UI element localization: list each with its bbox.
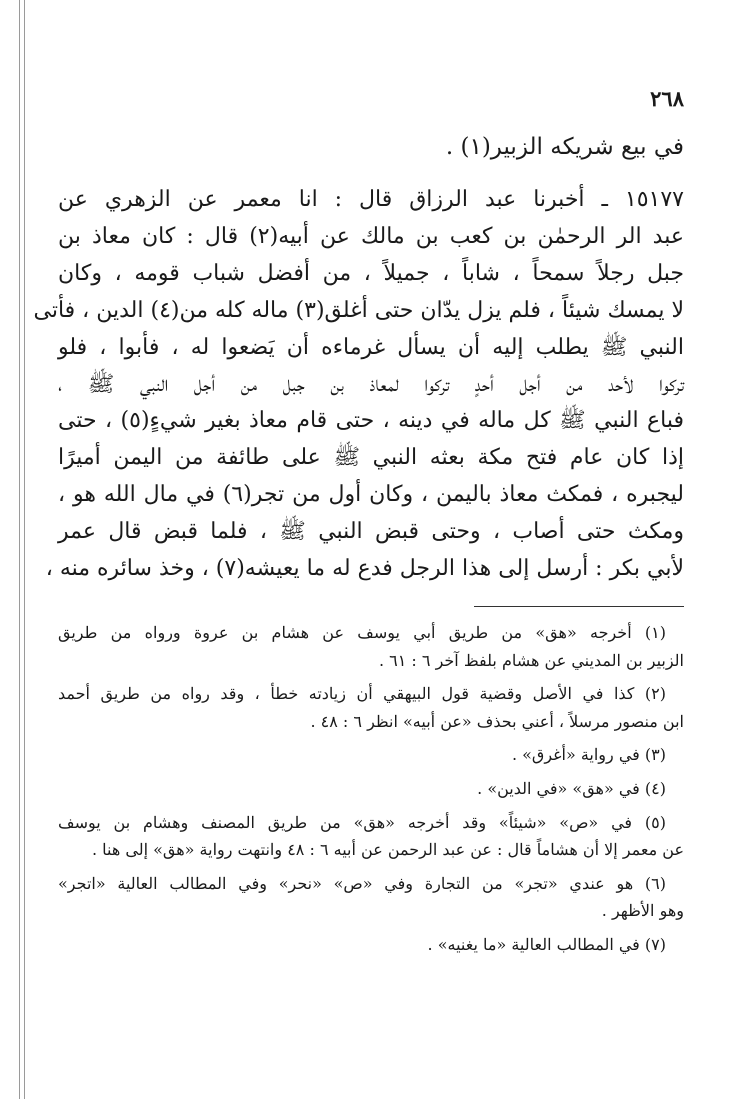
footnote-line: (٤) في «هق» «في الدين» . [477, 778, 666, 798]
page-binding-line-inner [24, 0, 25, 1099]
footnote [58, 870, 684, 925]
page-number: ٢٦٨ [650, 86, 684, 111]
footnote-line: عن معمر إلا أن هشاماً قال : عن عبد الرحمن عن أبيه ٦ : ٤٨ وانتهت رواية «هق» إلى هنا . [91, 840, 684, 860]
page-binding-line-outer [19, 0, 20, 1099]
hadith-line: إذا كان عام فتح مكة بعثه النبي ﷺ على طائفة من اليمن أميرًا [58, 445, 684, 471]
footnote-line: (٧) في المطالب العالية «ما يغنيه» . [427, 934, 666, 954]
hadith-line: تركوا لأحد من أجل أحدٍ تركوا لمعاذ بن جبل من أجل النبي ﷺ ، [58, 371, 684, 397]
hadith-line: جبل رجلاً سمحاً ، شاباً ، جميلاً ، من أفضل شباب قومه ، وكان [58, 260, 684, 286]
hadith-line: لا يمسك شيئاً ، فلم يزل يدّان حتى أغلق(٣) ماله كله من(٤) الدين ، فأتى [33, 297, 684, 323]
footnote-line: (٢) كذا في الأصل وقضية قول البيهقي أن زيادته خطأ ، وقد رواه من طريق أحمد [58, 684, 666, 704]
intro-line: في بيع شريكه الزبير(١) . [445, 134, 684, 160]
footnote [58, 741, 684, 769]
hadith-line: لأبي بكر : أرسل إلى هذا الرجل فدع له ما يعيشه(٧) ، وخذ سائره منه ، [45, 556, 684, 582]
footnote [58, 619, 684, 674]
footnotes [58, 619, 684, 959]
footnote [58, 931, 684, 959]
hadith-line: ومكث حتى أصاب ، وحتى قبض النبي ﷺ ، فلما قبض قال عمر [58, 519, 684, 545]
hadith-line: ١٥١٧٧ ـ أخبرنا عبد الرزاق قال : انا معمر عن الزهري عن [58, 187, 684, 212]
hadith-line: النبي ﷺ يطلب إليه أن يسأل غرماءه أن يَضعوا له ، فأبوا ، فلو [58, 334, 684, 360]
footnote-line: (٥) في «ص» «شيئاً» وقد أخرجه «هق» من طريق المصنف وهشام بن يوسف [58, 812, 666, 832]
hadith-line: عبد الر الرحمٰن بن كعب بن مالك عن أبيه(٢) قال : كان معاذ بن [58, 223, 684, 249]
footnote [58, 809, 684, 864]
footnote-line: (١) أخرجه «هق» من طريق أبي يوسف عن هشام بن عروة ورواه من طريق [58, 622, 666, 642]
hadith-line: فباع النبي ﷺ كل ماله في دينه ، حتى قام معاذ بغير شيءٍ(٥) ، حتى [58, 408, 684, 434]
footnote-line: (٦) هو عندي «تجر» من التجارة وفي «ص» «نحر» وفي المطالب العالية «اتجر» [58, 873, 666, 893]
hadith-line: ليجبره ، فمكث معاذ باليمن ، وكان أول من تجر(٦) في مال الله هو ، [58, 482, 684, 508]
footnote-separator [474, 606, 684, 607]
footnote-line: وهو الأظهر . [601, 901, 684, 921]
footnote [58, 775, 684, 803]
footnote-line: ابن منصور مرسلاً ، أعني بحذف «عن أبيه» انظر ٦ : ٤٨ . [310, 711, 684, 731]
book-page [33, 84, 684, 965]
footnote-line: الزبير بن المديني عن هشام بلفظ آخر ٦ : ٦١ . [378, 650, 684, 670]
footnote [58, 680, 684, 735]
hadith-text [33, 182, 684, 588]
footnote-line: (٣) في رواية «أغرق» . [511, 745, 666, 765]
